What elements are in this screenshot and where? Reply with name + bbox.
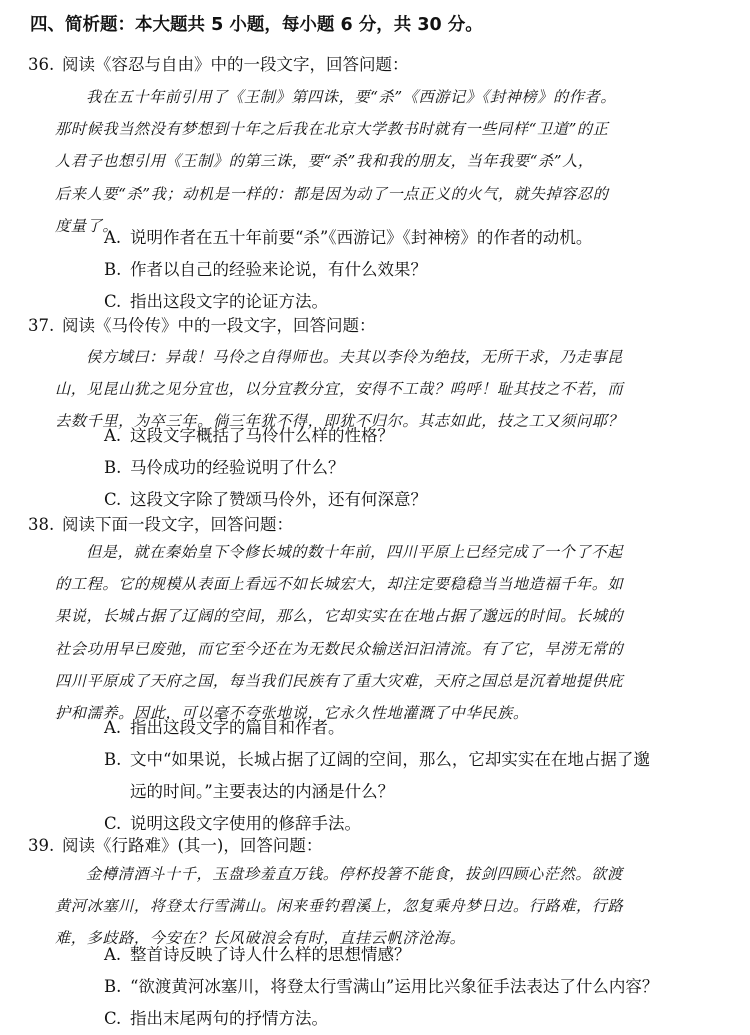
option-a — [104, 222, 714, 254]
option-text: 指出这段文字的论证方法。 — [130, 292, 328, 311]
question-prompt — [28, 512, 728, 538]
question-prompt — [28, 52, 728, 78]
question-number: 37. — [28, 316, 55, 335]
options-39 — [104, 939, 714, 1035]
question-text: 阅读下面一段文字，回答问题： — [62, 515, 293, 534]
passage-line: 金樽清酒斗十千，玉盘珍羞直万钱。停杯投箸不能食，拔剑四顾心茫然。欲渡 — [86, 865, 623, 883]
question-text: 阅读《容忍与自由》中的一段文字，回答问题： — [62, 55, 409, 74]
option-text: 说明这段文字使用的修辞手法。 — [130, 814, 361, 833]
option-label: B. — [104, 458, 122, 477]
option-b — [104, 452, 714, 484]
option-label: A. — [104, 228, 122, 247]
option-label: B. — [104, 260, 122, 279]
option-text: 说明作者在五十年前要“杀”《西游记》《封神榜》的作者的动机。 — [130, 228, 593, 247]
passage-line: 但是，就在秦始皇下令修长城的数十年前，四川平原上已经完成了一个了不起 — [86, 543, 623, 561]
option-label: A. — [104, 945, 122, 964]
option-a — [104, 939, 714, 971]
options-38 — [104, 712, 714, 840]
option-text: 文中“如果说，长城占据了辽阔的空间，那么，它却实实在在地占据了邈 — [130, 750, 650, 769]
option-b-continued: 远的时间。”主要表达的内涵是什么？ — [130, 782, 395, 801]
passage-line: 侯方域曰：异哉！马伶之自得师也。夫其以李伶为绝技，无所干求，乃走事昆 — [86, 348, 623, 366]
option-b — [104, 254, 714, 286]
option-label: C. — [104, 1009, 122, 1028]
option-c — [104, 1003, 714, 1035]
option-label: B. — [104, 750, 122, 769]
option-text: 作者以自己的经验来论说，有什么效果？ — [130, 260, 427, 279]
option-label: C. — [104, 490, 122, 509]
option-a — [104, 712, 714, 744]
section-heading: 四、简析题：本大题共 5 小题，每小题 6 分，共 30 分。 — [30, 15, 483, 35]
question-36 — [28, 52, 728, 78]
passage-line: 社会功用早已废弛，而它至今还在为无数民众输送汩汩清流。有了它，旱涝无常的 — [55, 639, 624, 658]
option-text: “欲渡黄河冰塞川，将登太行雪满山”运用比兴象征手法表达了什么内容？ — [130, 977, 659, 996]
option-text: 指出末尾两句的抒情方法。 — [130, 1009, 328, 1028]
option-label: B. — [104, 977, 122, 996]
option-text: 马伶成功的经验说明了什么？ — [130, 458, 345, 477]
passage-line: 人君子也想引用《王制》的第三诛，要“杀”我和我的朋友，当年我要“杀”人， — [55, 152, 594, 171]
options-37 — [104, 420, 714, 516]
passage-line: 那时候我当然没有梦想到十年之后我在北京大学教书时就有一些同样“卫道”的正 — [55, 120, 609, 139]
option-a — [104, 420, 714, 452]
question-number: 36. — [28, 55, 55, 74]
passage-line: 去数千里，为卒三年。倘三年犹不得，即犹不归尔。其志如此，技之工又须问耶？ — [55, 412, 624, 431]
question-prompt — [28, 313, 728, 339]
passage-line: 难，多歧路，今安在？长风破浪会有时，直挂云帆济沧海。 — [55, 929, 466, 948]
option-label: C. — [104, 814, 122, 833]
option-text: 这段文字概括了马伶什么样的性格？ — [130, 426, 394, 445]
passage-line: 后来人要“杀”我；动机是一样的：都是因为动了一点正义的火气，就失掉容忍的 — [55, 184, 609, 203]
passage-line: 四川平原成了天府之国，每当我们民族有了重大灾难，天府之国总是沉着地提供庇 — [55, 671, 624, 690]
options-36 — [104, 222, 714, 318]
question-text: 阅读《行路难》(其一)，回答问题： — [62, 836, 323, 855]
option-text: 指出这段文字的篇目和作者。 — [130, 718, 345, 737]
option-label: A. — [104, 718, 122, 737]
passage-line: 黄河冰塞川，将登太行雪满山。闲来垂钓碧溪上，忽复乘舟梦日边。行路难，行路 — [55, 897, 624, 916]
option-label: A. — [104, 426, 122, 445]
question-38 — [28, 512, 728, 538]
option-b — [104, 971, 714, 1003]
passage-line: 山，见昆山犹之见分宜也，以分宜教分宜，安得不工哉？呜呼！耻其技之不若，而 — [55, 380, 624, 399]
passage-line: 护和濡养。因此，可以毫不夸张地说，它永久性地灌溉了中华民族。 — [55, 703, 529, 722]
question-39 — [28, 833, 728, 859]
passage-38 — [55, 536, 706, 729]
question-number: 38. — [28, 515, 55, 534]
passage-line: 我在五十年前引用了《王制》第四诛，要“杀”《西游记》《封神榜》的作者。 — [86, 88, 617, 106]
option-text: 这段文字除了赞颂马伶外，还有何深意？ — [130, 490, 427, 509]
passage-line: 度量了。 — [55, 216, 119, 235]
question-prompt — [28, 833, 728, 859]
passage-36 — [55, 81, 706, 242]
question-37 — [28, 313, 728, 339]
passage-line: 果说，长城占据了辽阔的空间，那么，它却实实在在地占据了邈远的时间。长城的 — [55, 607, 624, 626]
option-text: 整首诗反映了诗人什么样的思想情感？ — [130, 945, 411, 964]
option-b — [104, 744, 714, 776]
passage-line: 的工程。它的规模从表面上看远不如长城宏大，却注定要稳稳当当地造福千年。如 — [55, 575, 624, 594]
question-number: 39. — [28, 836, 55, 855]
option-label: C. — [104, 292, 122, 311]
question-text: 阅读《马伶传》中的一段文字，回答问题： — [62, 316, 376, 335]
